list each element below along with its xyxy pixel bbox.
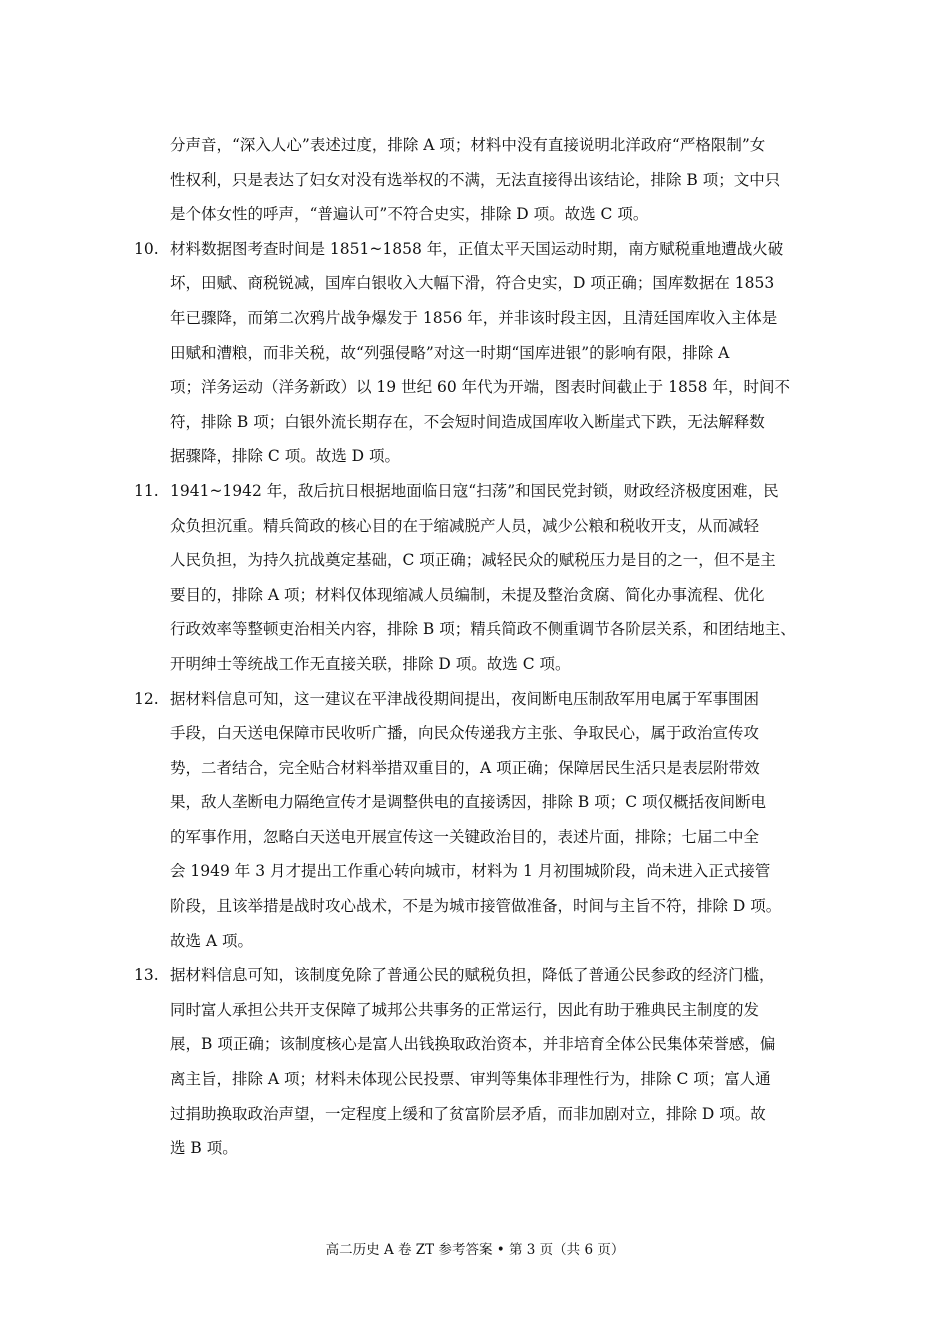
line-text: 分声音，“深入人心”表述过度，排除 A 项；材料中没有直接说明北洋政府“严格限制”女 xyxy=(170,136,766,154)
line-text: 阶段，且该举措是战时攻心战术，不是为城市接管做准备，时间与主旨不符，排除 D 项。 xyxy=(170,897,782,916)
line-text: 故选 A 项。 xyxy=(170,931,254,950)
answer-content xyxy=(134,128,818,1166)
paragraph-line xyxy=(134,1027,818,1062)
line-text: 果，敌人垄断电力隔绝宣传才是调整供电的直接诱因，排除 B 项；C 项仅概括夜间断电 xyxy=(170,793,767,812)
line-text: 会 1949 年 3 月才提出工作重心转向城市，材料为 1 月初围城阶段，尚未进入正式接管 xyxy=(170,862,771,881)
line-text: 田赋和漕粮，而非关税，故“列强侵略”对这一时期“国库进银”的影响有限，排除 A xyxy=(170,343,730,362)
paragraph-line xyxy=(134,993,818,1028)
page-footer: 高二历史 A 卷 ZT 参考答案 • 第 3 页（共 6 页） xyxy=(325,1242,625,1258)
paragraph-line xyxy=(134,785,818,820)
paragraph-line xyxy=(134,854,818,889)
answer-paragraphs xyxy=(134,128,818,1166)
line-text: 同时富人承担公共开支保障了城邦公共事务的正常运行，因此有助于雅典民主制度的发 xyxy=(170,1000,760,1019)
line-text: 过捐助换取政治声望，一定程度上缓和了贫富阶层矛盾，而非加剧对立，排除 D 项。故 xyxy=(170,1104,766,1123)
line-text: 人民负担，为持久抗战奠定基础，C 项正确；减轻民众的赋税压力是目的之一，但不是主 xyxy=(170,551,776,570)
paragraph-line xyxy=(134,1097,818,1132)
paragraph-line xyxy=(134,474,818,509)
line-text: 性权利，只是表达了妇女对没有选举权的不满，无法直接得出该结论，排除 B 项；文中只 xyxy=(170,170,781,189)
paragraph-line xyxy=(134,163,818,198)
answer-item-10 xyxy=(134,232,818,474)
paragraph-line xyxy=(134,439,818,474)
line-text: 材料数据图考查时间是 1851~1858 年，正值太平天国运动时期，南方赋税重地遭战火破 xyxy=(170,239,784,258)
paragraph-line xyxy=(134,751,818,786)
line-text: 1941~1942 年，敌后抗日根据地面临日寇“扫荡”和国民党封锁，财政经济极度困难，民 xyxy=(170,481,779,500)
line-text: 要目的，排除 A 项；材料仅体现缩减人员编制，未提及整治贪腐、简化办事流程、优化 xyxy=(170,585,765,604)
paragraph-line xyxy=(134,266,818,301)
paragraph-line xyxy=(134,128,818,163)
line-text: 选 B 项。 xyxy=(170,1139,238,1158)
line-text: 据材料信息可知，这一建议在平津战役期间提出，夜间断电压制敌军用电属于军事围困 xyxy=(170,689,760,708)
line-text: 众负担沉重。精兵简政的核心目的在于缩减脱产人员，减少公粮和税收开支，从而减轻 xyxy=(170,516,760,535)
paragraph-line xyxy=(134,370,818,405)
paragraph-line xyxy=(134,197,818,232)
line-text: 手段，白天送电保障市民收听广播，向民众传递我方主张、争取民心，属于政治宣传攻 xyxy=(170,724,760,743)
paragraph-line xyxy=(134,958,818,993)
paragraph-line xyxy=(134,336,818,371)
line-text: 的军事作用，忽略白天送电开展宣传这一关键政治目的，表述片面，排除；七届二中全 xyxy=(170,827,760,846)
item-number: 11. xyxy=(134,481,159,500)
line-text: 据材料信息可知，该制度免除了普通公民的赋税负担，降低了普通公民参政的经济门槛， xyxy=(170,966,775,985)
line-text: 年已骤降，而第二次鸦片战争爆发于 1856 年，并非该时段主因，且清廷国库收入主体是 xyxy=(170,308,778,327)
paragraph-line xyxy=(134,578,818,613)
paragraph-line xyxy=(134,301,818,336)
paragraph-line xyxy=(134,232,818,267)
line-text: 坏，田赋、商税锐减，国库白银收入大幅下滑，符合史实，D 项正确；国库数据在 1853 xyxy=(170,274,775,293)
line-text: 符，排除 B 项；白银外流长期存在，不会短时间造成国库收入断崖式下跌，无法解释数 xyxy=(170,412,765,431)
paragraph-line xyxy=(134,509,818,544)
paragraph-line xyxy=(134,1131,818,1166)
line-text: 项；洋务运动（洋务新政）以 19 世纪 60 年代为开端，图表时间截止于 1858 年，时间不 xyxy=(170,378,790,397)
paragraph-line xyxy=(134,716,818,751)
line-text: 离主旨，排除 A 项；材料未体现公民投票、审判等集体非理性行为，排除 C 项；富人通 xyxy=(170,1070,771,1089)
paragraph-line xyxy=(134,682,818,717)
answer-item-12 xyxy=(134,682,818,959)
item-number: 13. xyxy=(134,966,159,985)
answer-item-11 xyxy=(134,474,818,682)
paragraph-line xyxy=(134,543,818,578)
answer-item-13 xyxy=(134,958,818,1166)
paragraph-line xyxy=(134,889,818,924)
paragraph-line xyxy=(134,405,818,440)
paragraph-line xyxy=(134,924,818,959)
answer-continuation xyxy=(134,128,818,232)
line-text: 是个体女性的呼声，“普遍认可”不符合史实，排除 D 项。故选 C 项。 xyxy=(170,205,649,224)
item-number: 10. xyxy=(134,239,159,258)
paragraph-line xyxy=(134,647,818,682)
paragraph-line xyxy=(134,1062,818,1097)
paragraph-line xyxy=(134,612,818,647)
line-text: 展，B 项正确；该制度核心是富人出钱换取政治资本，并非培育全体公民集体荣誉感，偏 xyxy=(170,1035,776,1054)
paragraph-line xyxy=(134,820,818,855)
line-text: 行政效率等整顿吏治相关内容，排除 B 项；精兵简政不侧重调节各阶层关系，和团结地主、 xyxy=(170,620,796,639)
item-number: 12. xyxy=(134,689,159,708)
line-text: 势，二者结合，完全贴合材料举措双重目的，A 项正确；保障居民生活只是表层附带效 xyxy=(170,758,760,777)
line-text: 据骤降，排除 C 项。故选 D 项。 xyxy=(170,447,400,466)
line-text: 开明绅士等统战工作无直接关联，排除 D 项。故选 C 项。 xyxy=(170,654,571,673)
